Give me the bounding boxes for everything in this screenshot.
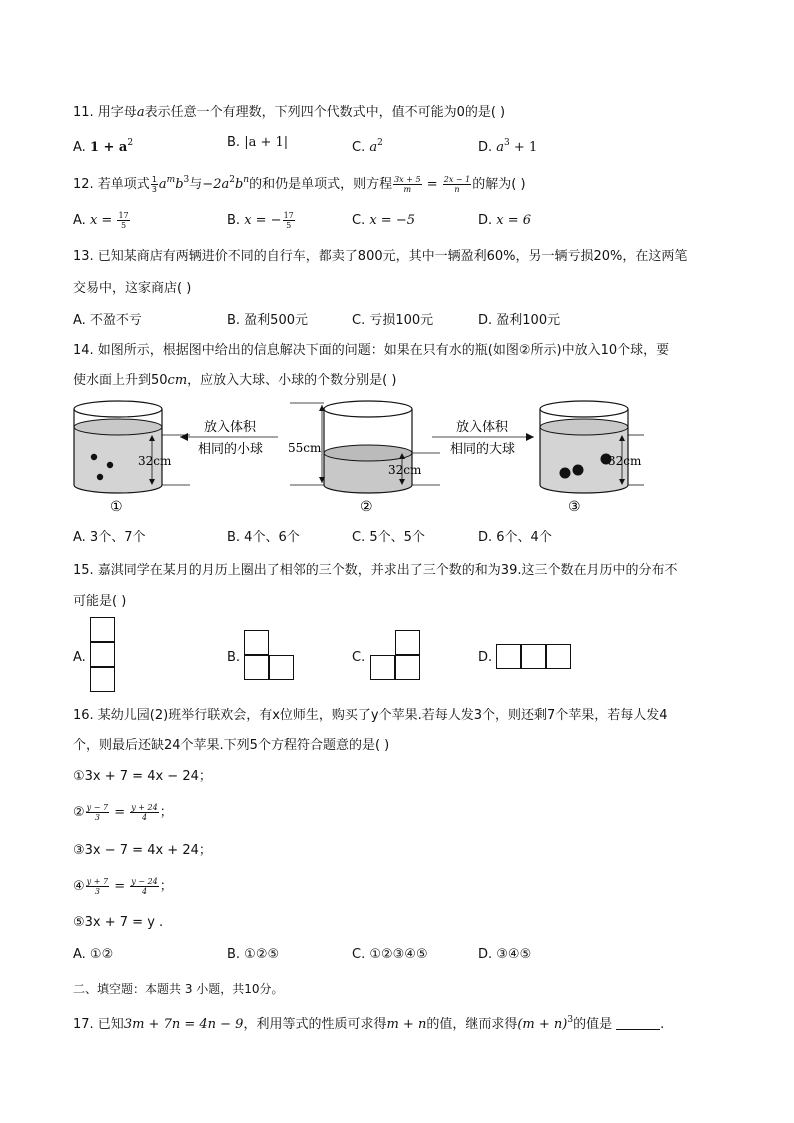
q16-equation-2: ② $\frac{y - 7}{3}$ = $\frac{y + 24}{4}$ ； [73,803,173,822]
q15-stem-line1: 15. 嘉淇同学在某月的月历上圈出了相邻的三个数，并求出了三个数的和为39.这三个数在月历中的分布不 [73,563,678,578]
q12-option-a[interactable]: A. x = $\frac{17}{5}$ [73,211,129,230]
q11-stem: 11. 用字母a表示任意一个有理数，下列四个代数式中，值不可能为0的是( ) [73,105,506,120]
q17-stem: 17. 已知3m + 7n = 4n − 9，利用等式的性质可求得m + n的值，继而求得$(m + n)^3$的值是 . [73,1015,665,1032]
figure-label-1: ① [110,499,123,515]
left-arrow-label-2: 相同的小球 [198,442,264,457]
q14-option-a[interactable]: A. 3个、7个 [73,530,146,545]
q16-option-a[interactable]: A. ①② [73,947,114,962]
q12-option-d[interactable]: D. x = 6 [478,213,532,228]
figure-label-2: ② [360,499,373,515]
small-ball [91,454,97,460]
small-ball [107,462,113,468]
figure-label-3: ③ [568,499,581,515]
q11-option-d[interactable]: D. $a^3 + 1$ [478,138,538,155]
q12-option-c[interactable]: C. x = −5 [352,213,415,228]
q11-option-b[interactable]: B. |a + 1| [227,135,289,150]
section-2-heading: 二、填空题：本题共 3 小题，共10分。 [73,982,284,996]
q15-option-a-label[interactable]: A. [73,650,86,665]
q16-stem-line1: 16. 某幼儿园(2)班举行联欢会，有x位师生，购买了y个苹果.若每人发3个，则还剩7个苹果，若每人发4 [73,708,668,723]
right-arrow-label-2: 相同的大球 [450,442,516,457]
height-55cm: 55cm [288,441,322,455]
container-1 [74,401,190,515]
q15-option-b-label[interactable]: B. [227,650,241,665]
right-arrow-label-1: 放入体积 [456,420,509,435]
q16-equation-3: ③3x − 7 = 4x + 24； [73,843,212,858]
q14-figure [60,395,660,521]
left-arrow-label-1: 放入体积 [204,420,257,435]
q13-stem-line2: 交易中，这家商店( ) [73,281,192,296]
q16-equation-4: ④ $\frac{y + 7}{3}$ = $\frac{y - 24}{4}$ ； [73,877,173,896]
large-ball [573,465,584,476]
q16-option-d[interactable]: D. ③④⑤ [478,947,532,962]
q13-option-b[interactable]: B. 盈利500元 [227,313,308,328]
q15-stem-line2: 可能是( ) [73,594,127,609]
q14-stem-line1: 14. 如图所示，根据图中给出的信息解决下面的问题：如果在只有水的瓶(如图②所示)中放入10个球，要 [73,343,670,358]
q12-stem: 12. 若单项式 $\frac{1}{3}$ $a^mb^3$与$-2a^2b^n$的和仍是单项式，则方程 $\frac{3x + 5}{m}$ = $\frac{2x - 1}{n}$ 的解为( ) [73,175,526,194]
q16-option-b[interactable]: B. ①②⑤ [227,947,280,962]
container-2 [288,401,440,515]
height-32cm-right: 32cm [608,454,642,468]
q15-option-d-label[interactable]: D. [478,650,493,665]
q16-stem-line2: 个，则最后还缺24个苹果.下列5个方程符合题意的是( ) [73,738,390,753]
q14-stem-line2: 使水面上升到50cm，应放入大球、小球的个数分别是( ) [73,373,397,388]
q16-equation-5: ⑤3x + 7 = y . [73,915,164,930]
height-32cm-left: 32cm [138,454,172,468]
q13-option-a[interactable]: A. 不盈不亏 [73,313,142,328]
fraction-one-third: $\frac{1}{3}$ [151,175,157,194]
q16-equation-1: ①3x + 7 = 4x − 24； [73,769,212,784]
q13-option-d[interactable]: D. 盈利100元 [478,313,561,328]
q14-option-d[interactable]: D. 6个、4个 [478,530,552,545]
q14-option-b[interactable]: B. 4个、6个 [227,530,300,545]
q14-option-c[interactable]: C. 5个、5个 [352,530,425,545]
answer-blank[interactable] [616,1018,660,1030]
q11-option-c[interactable]: C. $a^2$ [352,138,383,155]
small-ball [97,474,103,480]
q13-stem-line1: 13. 已知某商店有两辆进价不同的自行车，都卖了800元，其中一辆盈利60%，另一辆亏损20%，在这两笔 [73,249,688,264]
height-32cm-mid: 32cm [388,463,422,477]
q15-option-c-label[interactable]: C. [352,650,366,665]
container-3 [540,401,644,515]
q12-option-b[interactable]: B. x = − $\frac{17}{5}$ [227,211,294,230]
q11-option-a[interactable]: A. $1 + a^2$ [73,138,134,155]
large-ball [560,468,571,479]
q16-option-c[interactable]: C. ①②③④⑤ [352,947,428,962]
q13-option-c[interactable]: C. 亏损100元 [352,313,434,328]
